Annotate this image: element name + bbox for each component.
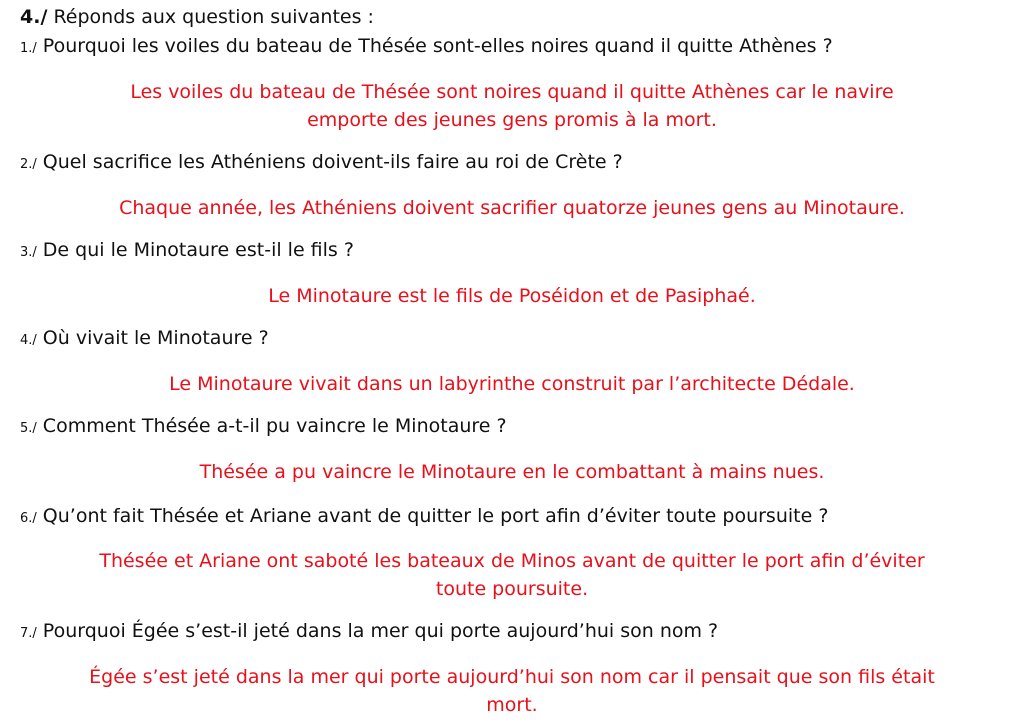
- answer-line: mort.: [486, 694, 538, 716]
- question-7: [20, 618, 718, 647]
- exercise-instruction: Réponds aux question suivantes :: [53, 6, 374, 28]
- answer-1: [10, 78, 1014, 134]
- answer-6: [10, 547, 1014, 603]
- question-3: [20, 237, 354, 266]
- question-6: [20, 503, 828, 532]
- question-text: Pourquoi Égée s’est-il jeté dans la mer qui porte aujourd’hui son nom ?: [42, 620, 719, 642]
- question-number: 7./: [20, 626, 37, 641]
- question-text: Comment Thésée a-t-il pu vaincre le Minotaure ?: [42, 415, 507, 437]
- question-4: [20, 325, 269, 354]
- question-text: Qu’ont fait Thésée et Ariane avant de quitter le port afin d’éviter toute poursuite ?: [42, 505, 829, 527]
- answer-3: [10, 282, 1014, 310]
- question-text: Où vivait le Minotaure ?: [42, 327, 269, 349]
- question-number: 3./: [20, 245, 37, 260]
- question-1: [20, 33, 833, 62]
- answer-line: emporte des jeunes gens promis à la mort.: [307, 109, 717, 131]
- answer-line: Thésée et Ariane ont saboté les bateaux de Minos avant de quitter le port afin d’éviter: [99, 550, 925, 572]
- answer-line: Les voiles du bateau de Thésée sont noires quand il quitte Athènes car le navire: [130, 81, 894, 103]
- question-text: Pourquoi les voiles du bateau de Thésée sont-elles noires quand il quitte Athènes ?: [42, 35, 833, 57]
- answer-line: Chaque année, les Athéniens doivent sacrifier quatorze jeunes gens au Minotaure.: [119, 197, 905, 219]
- answer-5: [10, 458, 1014, 486]
- answer-4: [10, 370, 1014, 398]
- answer-7: [10, 663, 1014, 719]
- answer-line: Thésée a pu vaincre le Minotaure en le combattant à mains nues.: [199, 461, 825, 483]
- question-number: 4./: [20, 333, 37, 348]
- exercise-number: 4./: [20, 6, 48, 28]
- question-number: 1./: [20, 41, 37, 56]
- answer-2: [10, 194, 1014, 222]
- answer-line: Le Minotaure vivait dans un labyrinthe construit par l’architecte Dédale.: [169, 373, 855, 395]
- answer-line: Égée s’est jeté dans la mer qui porte aujourd’hui son nom car il pensait que son fils était: [89, 666, 935, 688]
- question-number: 5./: [20, 421, 37, 436]
- exercise-heading: [20, 4, 374, 30]
- question-text: De qui le Minotaure est-il le fils ?: [42, 239, 354, 261]
- question-number: 2./: [20, 157, 37, 172]
- question-5: [20, 413, 507, 442]
- answer-line: Le Minotaure est le fils de Poséidon et de Pasiphaé.: [268, 285, 756, 307]
- question-number: 6./: [20, 511, 37, 526]
- question-2: [20, 149, 623, 178]
- answer-line: toute poursuite.: [435, 578, 589, 600]
- question-text: Quel sacrifice les Athéniens doivent-ils faire au roi de Crète ?: [42, 151, 623, 173]
